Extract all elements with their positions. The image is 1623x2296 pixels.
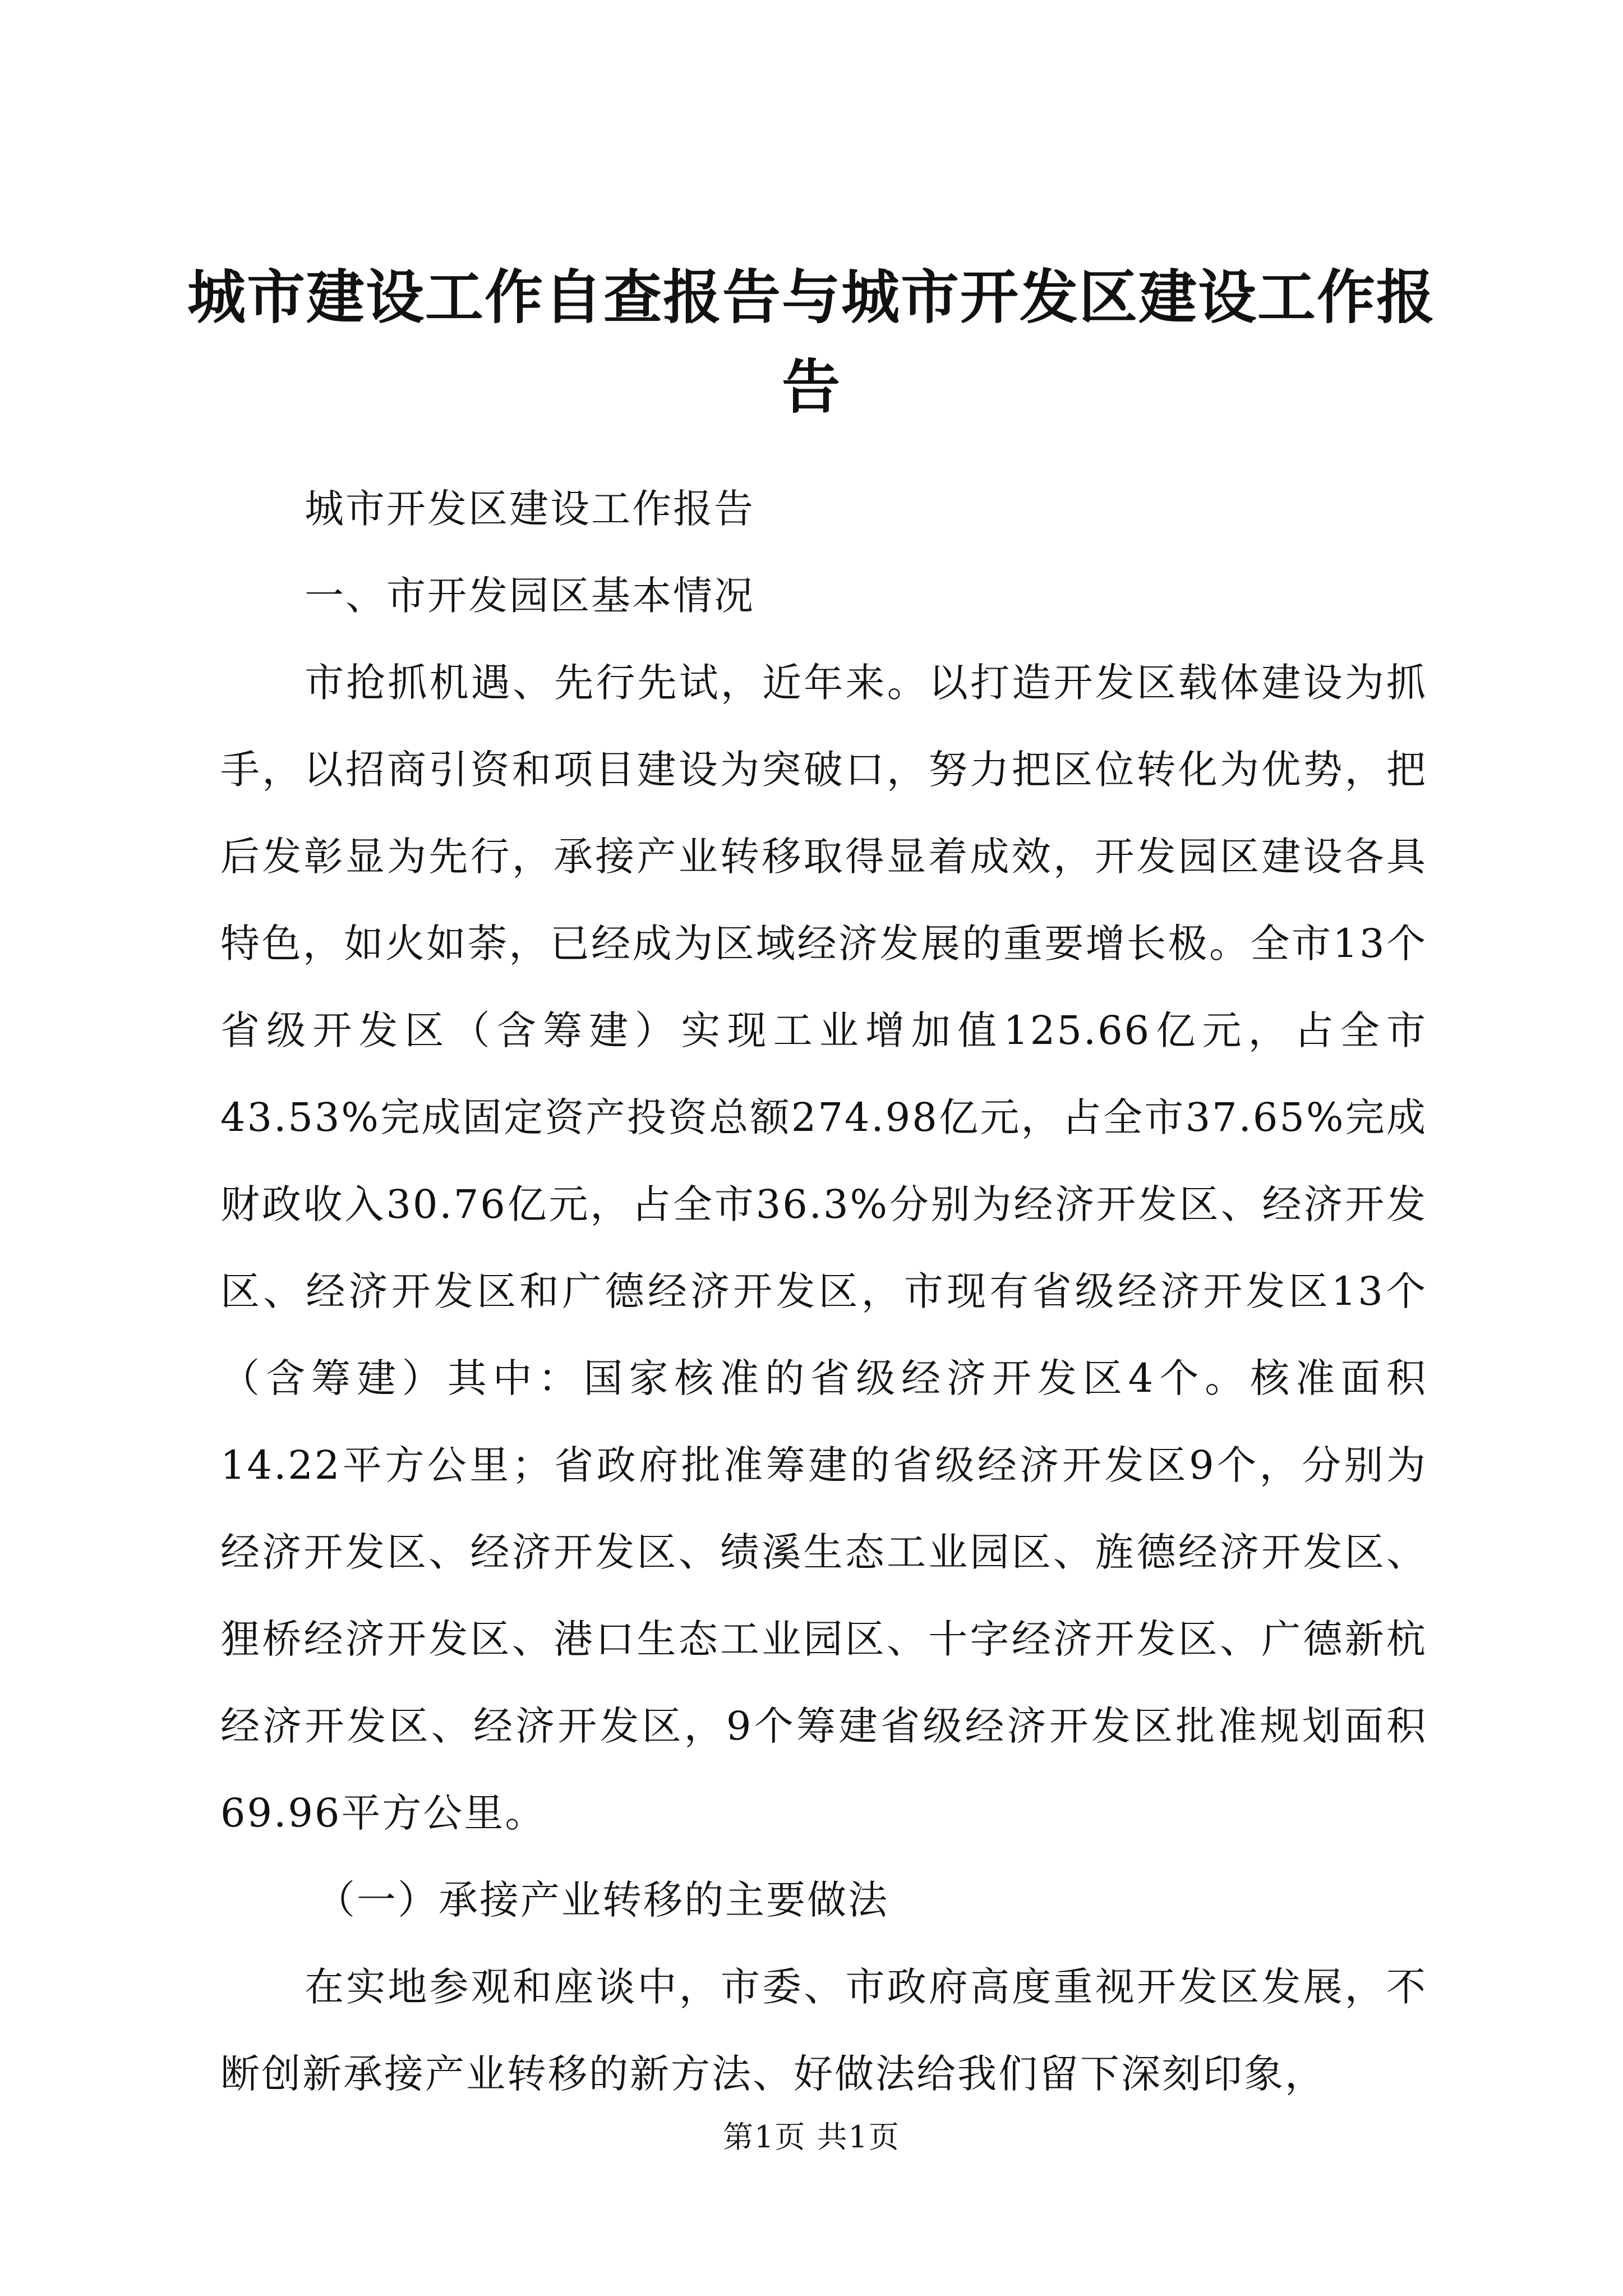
document-title: 城市建设工作自查报告与城市开发区建设工作报告 <box>187 263 1436 421</box>
body-paragraph: 市抢抓机遇、先行先试，近年来。以打造开发区载体建设为抓手，以招商引资和项目建设为突破口，努力把区位转化为优势，把后发彰显为先行，承接产业转移取得显着成效，开发园区建设各具特色，如火如荼，已经成为区域经济发展的重要增长极。全市13个省级开发区（含筹建）实现工业增加值125.66亿元，占全市43.53%完成固定资产投资总额274.98亿元，占全市37.65%完成财政收入30.76亿元，占全市36.3%分别为经济开发区、经济开发区、经济开发区和广德经济开发区，市现有省级经济开发区13个（含筹建）其中：国家核准的省级经济开发区4个。核准面积14.22平方公里；省政府批准筹建的省级经济开发区9个，分别为经济开发区、经济开发区、绩溪生态工业园区、旌德经济开发区、狸桥经济开发区、港口生态工业园区、十字经济开发区、广德新杭经济开发区、经济开发区，9个筹建省级经济开发区批准规划面积69.96平方公里。 <box>220 660 1427 1836</box>
document-subtitle: 城市开发区建设工作报告 <box>305 486 755 532</box>
page-footer: 第1页 共1页 <box>723 2119 900 2155</box>
section-heading: 一、市开发园区基本情况 <box>305 573 755 619</box>
document-body <box>220 466 1427 2118</box>
subsection-heading: （一）承接产业转移的主要做法 <box>316 1877 889 1923</box>
body-paragraph: 在实地参观和座谈中，市委、市政府高度重视开发区发展，不断创新承接产业转移的新方法、好做法给我们留下深刻印象， <box>220 1964 1427 2097</box>
